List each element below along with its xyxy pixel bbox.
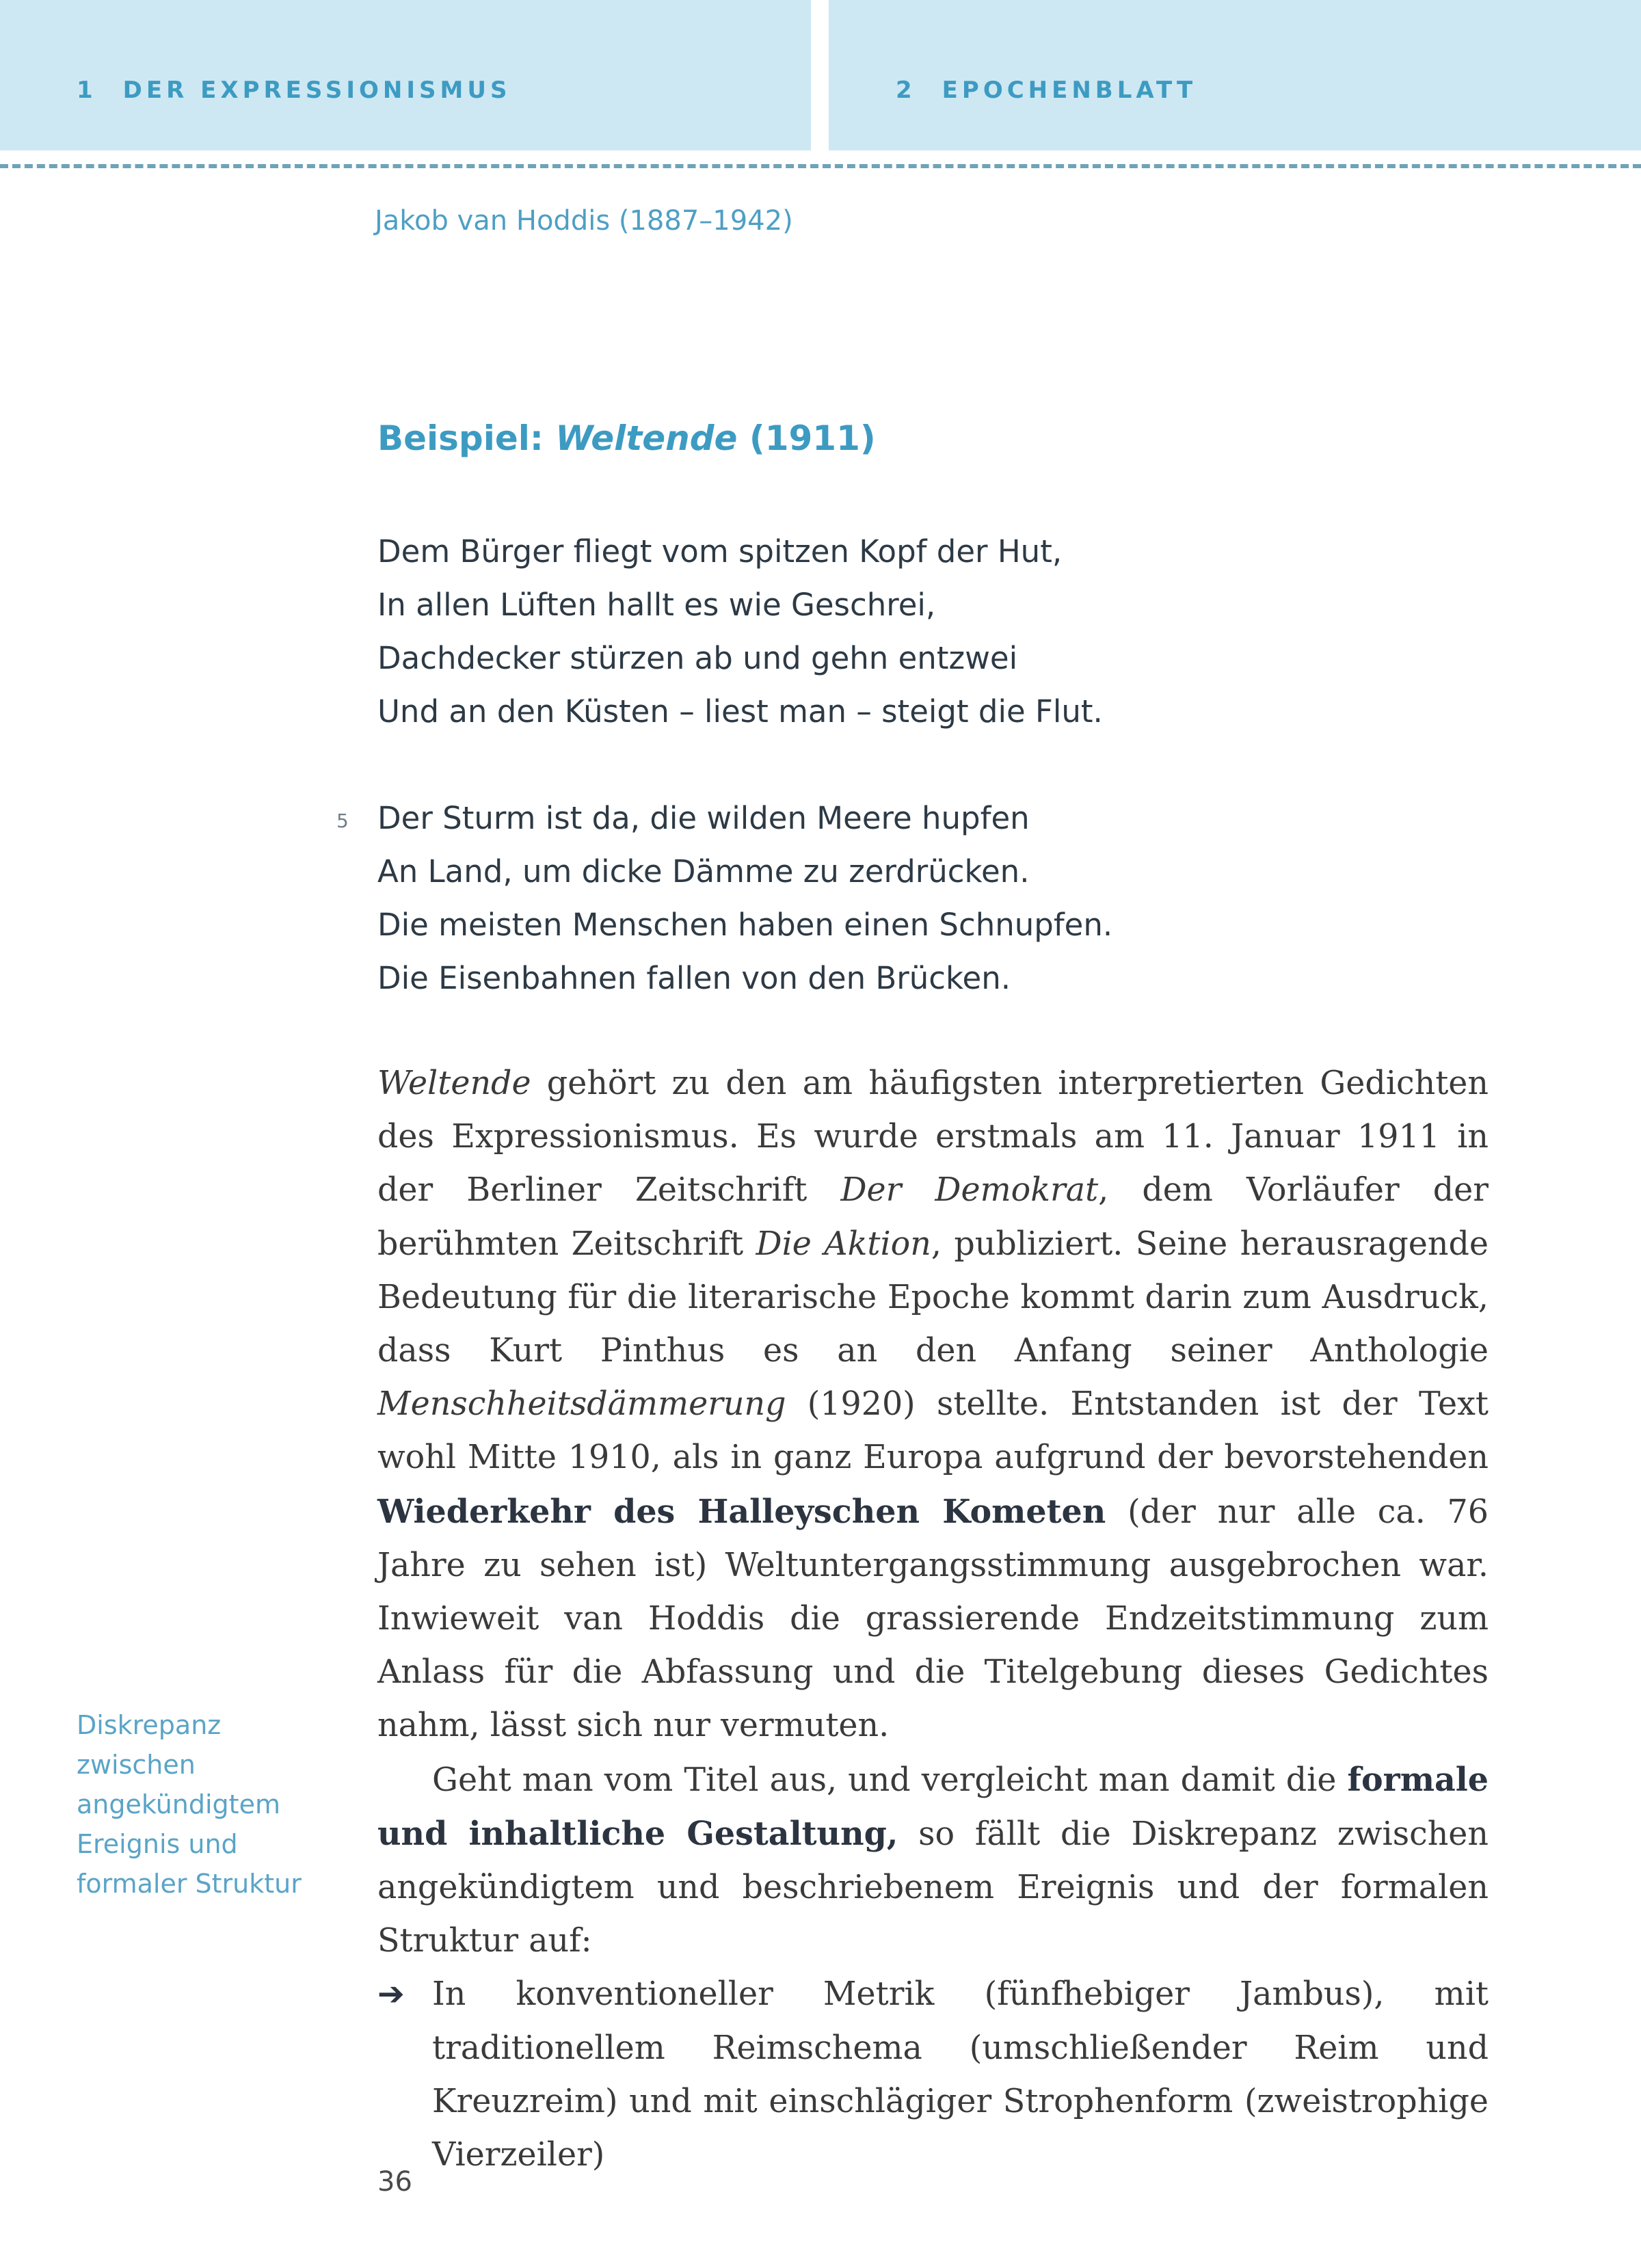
poem-line: Der Sturm ist da, die wilden Meere hupfen <box>377 800 1030 836</box>
margin-note-line: angekündigtem <box>77 1789 280 1819</box>
example-work-title: Weltende <box>555 418 738 458</box>
arrow-right-icon: ➔ <box>377 1975 405 2014</box>
keyword-gestaltung: formale und inhaltliche Gestaltung, <box>377 1760 1489 1853</box>
margin-note <box>77 1705 336 1904</box>
page-number: 36 <box>377 2166 412 2198</box>
running-header <box>0 0 1641 150</box>
header-chapter-number-right: 2 <box>896 77 916 104</box>
text-run: gehört zu den am häufigsten interpretierten Gedichten des Expressionismus. Es wurde erstmals am 11. Januar 1911 in der Berliner Zeitschrift <box>377 1065 1489 1210</box>
poem-line: Die Eisenbahnen fallen von den Brücken. <box>377 960 1011 996</box>
example-heading <box>377 418 876 458</box>
arrow-list-item <box>377 1968 1489 2182</box>
poem-line: An Land, um dicke Dämme zu zerdrücken. <box>377 853 1030 890</box>
header-separator <box>811 0 829 150</box>
work-title-menschheitsdaemmerung: Menschheitsdämmerung <box>377 1385 786 1424</box>
header-chapter-right <box>896 77 1197 104</box>
margin-note-line: Ereignis und <box>77 1829 238 1859</box>
example-prefix: Beispiel: <box>377 418 556 458</box>
poem-stanza-2 <box>377 792 1540 1005</box>
work-title-der-demokrat: Der Demokrat <box>840 1171 1099 1210</box>
arrow-list-text: In konventioneller Metrik (fünfhebiger Jambus), mit traditionellem Reimschema (umschließender Reim und Kreuzreim) und mit einschlägiger Strophenform (zweistrophige Vierzeiler) <box>432 1975 1489 2174</box>
body-paragraph-1 <box>377 1057 1489 1753</box>
text-run: (1920) stellte. Entstanden ist der Text wohl Mitte 1910, als in ganz Europa aufgrund der bevorstehenden <box>377 1385 1489 1477</box>
poem-line: In allen Lüften hallt es wie Geschrei, <box>377 587 936 623</box>
margin-note-line: formaler Struktur <box>77 1869 302 1899</box>
work-title-die-aktion: Die Aktion <box>756 1225 931 1263</box>
header-chapter-left <box>77 77 511 104</box>
text-run: Geht man vom Titel aus, und vergleicht man damit die <box>432 1761 1348 1799</box>
body-text <box>377 1057 1489 2182</box>
poem-stanza-1 <box>377 525 1540 738</box>
text-run: so fällt die Diskrepanz zwischen angekündigtem und beschriebenem Ereignis und der formalen Struktur auf: <box>377 1815 1489 1960</box>
dashed-divider <box>0 164 1641 168</box>
poem-line-number: 5 <box>336 810 349 832</box>
keyword-halley: Wiederkehr des Halleyschen Kometen <box>377 1492 1106 1531</box>
margin-note-line: zwischen <box>77 1750 196 1780</box>
body-paragraph-2 <box>377 1753 1489 1969</box>
poem-line: Dachdecker stürzen ab und gehn entzwei <box>377 640 1018 676</box>
margin-note-line: Diskrepanz <box>77 1710 222 1740</box>
poem-line: Und an den Küsten – liest man – steigt die Flut. <box>377 693 1103 730</box>
work-title-weltende: Weltende <box>377 1065 531 1102</box>
header-chapter-title-right: EPOCHENBLATT <box>942 77 1197 104</box>
header-section-right <box>829 0 1641 150</box>
poem-line: Die meisten Menschen haben einen Schnupfen. <box>377 907 1113 943</box>
text-run: , publiziert. Seine herausragende Bedeutung für die literarische Epoche kommt darin zum Ausdruck, dass Kurt Pinthus es an den Anfang seiner Anthologie <box>377 1225 1489 1370</box>
example-year: (1911) <box>737 418 876 458</box>
text-run: (der nur alle ca. 76 Jahre zu sehen ist) Weltuntergangsstimmung ausgebrochen war. Inwieweit van Hoddis die grassierende Endzeitstimmung zum Anlass für die Abfassung und die Titelgebung dieses Gedichtes nahm, lässt sich nur vermuten. <box>377 1493 1489 1745</box>
header-chapter-number-left: 1 <box>77 77 97 104</box>
text-run: , dem Vorläufer der berühmten Zeitschrift <box>377 1171 1489 1263</box>
author-caption: Jakob van Hoddis (1887–1942) <box>375 205 793 237</box>
header-chapter-title-left: DER EXPRESSIONISMUS <box>122 77 511 104</box>
poem-line: Dem Bürger fliegt vom spitzen Kopf der Hut, <box>377 533 1063 570</box>
header-section-left <box>0 0 811 150</box>
